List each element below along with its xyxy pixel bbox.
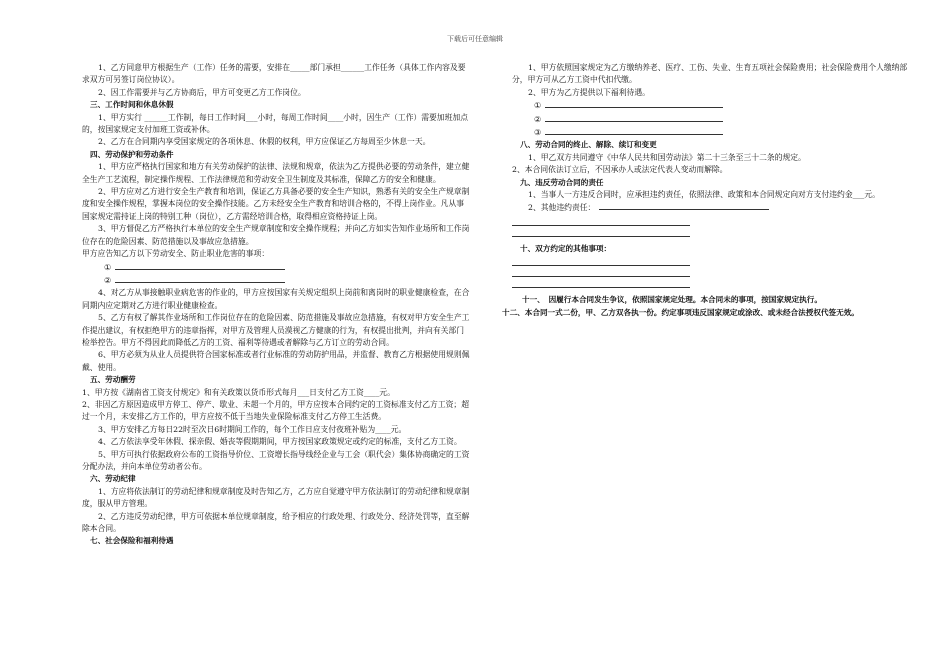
clause-3-item-2: 2、乙方在合同期内享受国家规定的各项休息、休假的权利，甲方应保证乙方每周至少休息一天。 — [98, 137, 431, 147]
blank-row-4 — [512, 113, 910, 126]
right-column — [502, 62, 910, 319]
section-4-heading: 四、劳动保护和劳动条件 — [90, 149, 174, 159]
section-7-heading: 七、社会保险和福利待遇 — [90, 536, 174, 546]
clause-6-item-1: 1、方应将依法制订的劳动纪律和规章制度及时告知乙方，乙方应自觉遵守甲方依法制订的劳动纪律和规章制度，服从甲方管理。 — [82, 486, 470, 509]
circle-number-1: ① — [534, 101, 541, 111]
blank-line — [115, 261, 285, 270]
blank-line — [512, 255, 690, 266]
clause-4-item-5: 5、乙方有权了解其作业场所和工作岗位存在的危险因素、防范措施及事故应急措施，有权对甲方安全生产工作提出建议，有权拒绝甲方的违章指挥，对甲方及管理人员漠视乙方健康的行为，有权提出批判，并向有关部门检举控告。甲方不得因此而降低乙方的工资、福利等待遇或者解除与乙方订立的劳动合同。 — [82, 313, 470, 347]
page-header: 下载后可任意编辑 — [447, 35, 503, 43]
blank-line — [115, 274, 285, 283]
section-8-heading: 八、劳动合同的终止、解除、续订和变更 — [520, 140, 657, 150]
clause-5-item-3: 3、甲方安排乙方每日22时至次日6时期间工作的，每个工作日应支付夜班补贴为____元。 — [98, 424, 407, 434]
clause-8-item-1: 1、甲乙双方共同遵守《中华人民共和国劳动法》第二十三条至三十二条的规定。 — [528, 152, 806, 162]
section-10-heading: 十、双方约定的其他事项： — [520, 243, 612, 253]
blank-line — [512, 226, 690, 237]
clause-4-item-4: 4、对乙方从事接触职业病危害的作业的，甲方应按国家有关规定组织上岗前和离岗时的职业健康检查，在合同期内应定期对乙方进行职业健康检查。 — [82, 288, 470, 310]
clause-5-item-5: 5、甲方可执行依据政府公布的工资指导价位、工资增长指导线经企业与工会（职代会）集体协商确定的工资分配办法，并向本单位劳动者公布。 — [82, 449, 470, 471]
clause-2-item-1: 1、乙方同意甲方根据生产（工作）任务的需要，安排在_____部门承担______工作任务（具体工作内容及要求双方可另签订岗位协议）。 — [82, 63, 466, 85]
blank-line — [545, 126, 723, 135]
blank-row-2 — [82, 274, 470, 287]
clause-2-item-2: 2、因工作需要并与乙方协商后，甲方可变更乙方工作岗位。 — [98, 87, 306, 97]
blank-line — [512, 277, 690, 288]
circle-number-2: ② — [104, 275, 111, 285]
clause-12: 十二、本合同一式二份，甲、乙方双各执一份。约定事项违反国家规定或涂改、或未经合法授权代签无效。 — [502, 307, 859, 317]
clause-9-item-2: 2、其他违约责任： — [512, 201, 910, 214]
blank-line — [512, 266, 690, 277]
circle-number-1: ① — [104, 262, 111, 272]
clause-11: 十一、 因履行本合同发生争议，依照国家规定处理。本合同未的事项，按国家规定执行。 — [522, 295, 822, 305]
circle-number-3: ③ — [534, 128, 541, 138]
clause-4-item-6: 6、甲方必须为从业人员提供符合国家标准或者行业标准的劳动防护用品，并监督、教育乙方根据使用规则佩戴、使用。 — [82, 350, 470, 372]
clause-4-notice: 甲方应告知乙方以下劳动安全、防止职业危害的事项： — [82, 249, 270, 259]
section-9-heading: 九、违反劳动合同的责任 — [520, 177, 604, 187]
circle-number-2: ② — [534, 114, 541, 124]
blank-line — [545, 99, 723, 108]
blank-row-3 — [512, 99, 910, 112]
left-column — [82, 62, 470, 548]
blank-line — [512, 215, 690, 226]
blank-line — [599, 201, 769, 210]
clause-7-item-1: 1、甲方依照国家规定为乙方缴纳养老、医疗、工伤、失业、生育五项社会保险费用；社会保险费用个人缴纳部分，甲方可从乙方工资中代扣代缴。 — [512, 63, 908, 85]
clause-7-item-2: 2、甲方为乙方提供以下福利待遇。 — [528, 87, 650, 97]
section-3-heading: 三、工作时间和休息休假 — [90, 100, 174, 110]
clause-8-item-2: 2、本合同依法订立后，不因承办人或法定代表人变动而解除。 — [512, 165, 728, 175]
blank-row-5 — [512, 126, 910, 139]
clause-9-item-1: 1、当事人一方违反合同时，应承担违约责任，依照法律、政策和本合同规定向对方支付违约金___元。 — [528, 190, 880, 200]
clause-4-item-2: 2、甲方应对乙方进行安全生产教育和培训，保证乙方具备必要的安全生产知识，熟悉有关的安全生产规章制度和安全操作规程，掌握本岗位的安全操作技能。乙方未经安全生产教育和培训合格的，不得上岗作业。凡从事国家规定需持证上岗的特别工种（岗位），乙方需经培训合格，取得相应资格持证上岗。 — [82, 187, 470, 221]
clause-5-item-1: 1、甲方按《湖南省工资支付规定》和有关政策以货币形式每月___日支付乙方工资____元。 — [82, 387, 395, 397]
clause-6-item-2: 2、乙方违反劳动纪律，甲方可依据本单位规章制度，给予相应的行政处理、行政处分、经济处罚等，直至解除本合同。 — [82, 511, 470, 534]
clause-3-item-1: 1、甲方实行 ______工作制，每日工作时间___小时，每周工作时间____小时，因生产（工作）需要加班加点的，按国家规定支付加班工资或补休。 — [82, 112, 468, 135]
blank-line — [545, 113, 723, 122]
section-5-heading: 五、劳动酬劳 — [90, 375, 136, 385]
clause-4-item-1: 1、甲方应严格执行国家和地方有关劳动保护的法律、法规和规章，依法为乙方提供必要的劳动条件，建立健全生产工艺流程，制定操作规程、工作法律规范和劳动安全卫生制度及其标准，保障乙方的安全和健康。 — [82, 162, 470, 184]
clause-5-item-2: 2、非因乙方原因造成甲方停工、停产、歇业、未超一个月的，甲方应按本合同约定的工资标准支付乙方工资；超过一个月，未安排乙方工作的，甲方应按不低于当地失业保险标准支付乙方停工生活费。 — [82, 399, 470, 422]
clause-4-item-3: 3、甲方督促乙方严格执行本单位的安全生产规章制度和安全操作规程；并向乙方如实告知作业场所和工作岗位存在的危险因素、防范措施以及事故应急措施。 — [82, 224, 470, 246]
blank-row-1 — [82, 261, 470, 274]
clause-5-item-4: 4、乙方依法享受年休假、探亲假、婚丧等假期期间，甲方按国家政策规定或约定的标准，支付乙方工资。 — [98, 437, 462, 447]
section-6-heading: 六、劳动纪律 — [90, 474, 136, 484]
